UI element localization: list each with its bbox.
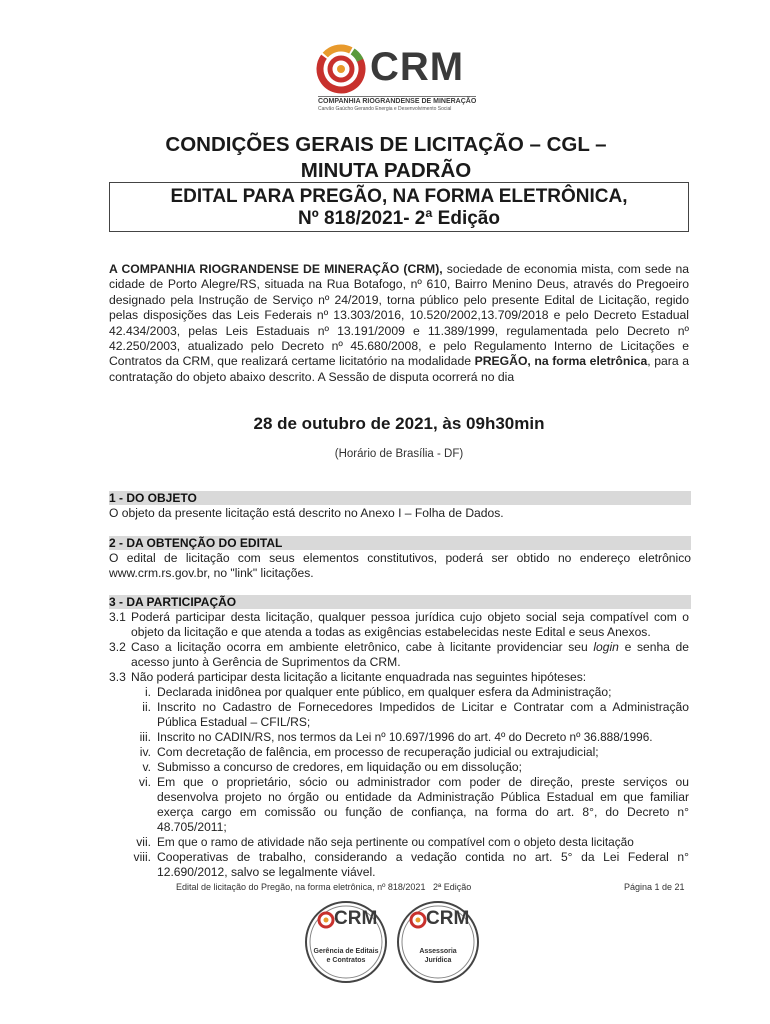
doc-title-line2: MINUTA PADRÃO [300,159,472,182]
seal-gerencia-editais [304,900,388,984]
list-item-iv: Com decretação de falência, em processo de recuperação judicial ou extrajudicial; [157,745,599,759]
crm-emblem-icon [316,44,366,94]
item-3-1-text: Poderá participar desta licitação, qualquer pessoa jurídica cujo objeto social seja compatível com o objeto da licitação e que atenda a todas as exigências estabelecidas neste Edital e seus Anexos. [131,610,689,639]
intro-lead: A COMPANHIA RIOGRANDENSE DE MINERAÇÃO (CRM), [109,262,443,276]
intro-bold: PREGÃO, na forma eletrônica [474,354,648,369]
intro-text1: sociedade de economia mista, com sede na cidade de Porto Alegre/RS, situada na Rua Botafogo, nº 610, Bairro Menino Deus, através do Pregoeiro designado pela Instrução de Serviço nº 24/2019, torna público pelo presente Edital de Licitação, regido pelas disposições das Leis Federais nº 13.303/2016, 10.520/2002,13.709/2018 e pelo Decreto Estadual 42.434/2003, pelas Leis Estaduais nº 13.191/2009 e 11.389/1999, regulamentada pelo Decreto nº 42.250/2003, atualizado pelo Decreto nº 45.680/2008, e pelo Regulamento Interno de Licitações e Contratos da CRM, que realizará certame licitatório na modalidade [109,262,689,369]
logo-wordmark: CRM [370,45,465,89]
list-num-iii: iii. [139,730,151,744]
list-num-vi: vi. [138,775,151,789]
edital-title-box [109,182,689,232]
login-italic: login [593,640,619,654]
list-num-ii: ii. [142,700,151,714]
list-item-ii: Inscrito no Cadastro de Fornecedores Impedidos de Licitar e Contratar com a Administração Pública Estadual – CFIL/RS; [157,700,689,729]
list-num-iv: iv. [139,745,151,759]
list-item-v: Submisso a concurso de credores, em liquidação ou em dissolução; [157,760,523,774]
list-item-viii: Cooperativas de trabalho, considerando a vedação contida no art. 5° da Lei Federal n° 12.690/2012, salvo se legalmente viável. [157,850,689,879]
seal-left-line1: Gerência de Editais [313,948,379,955]
logo-tagline: Carvão Gaúcho Gerando Energia e Desenvolvimento Social [318,106,452,112]
seal-right-word: CRM [426,908,470,929]
edital-title-line1: EDITAL PARA PREGÃO, NA FORMA ELETRÔNICA, [170,186,628,207]
page-number: Página 1 de 21 [624,882,685,892]
item-3-3-text: Não poderá participar desta licitação a licitante enquadrada nas seguintes hipóteses: [131,670,587,684]
footer-left: Edital de licitação do Pregão, na forma eletrônica, nº 818/2021 2ª Edição [176,882,472,892]
item-3-2-text-a: Caso a licitação ocorra em ambiente eletrônico, cabe à licitante providenciar seu [131,640,594,654]
section-1-text: O objeto da presente licitação está descrito no Anexo I – Folha de Dados. [109,506,504,520]
timezone-note: (Horário de Brasília - DF) [334,448,464,460]
list-item-iii: Inscrito no CADIN/RS, nos termos da Lei nº 10.697/1996 do art. 4º do Decreto nº 36.888/1996. [157,730,653,744]
section-3-heading: 3 - DA PARTICIPAÇÃO [109,595,691,609]
logo-company-name: COMPANHIA RIOGRANDENSE DE MINERAÇÃO [318,98,477,105]
list-num-i: i. [144,685,151,699]
doc-title-line1: CONDIÇÕES GERAIS DE LICITAÇÃO – CGL – [165,133,607,156]
item-3-3-num: 3.3 [109,670,126,684]
session-date: 28 de outubro de 2021, às 09h30min [253,414,545,433]
item-3-1-num: 3.1 [109,610,126,624]
seal-left-line2: e Contratos [326,957,366,964]
list-item-i: Declarada inidônea por qualquer ente público, em qualquer esfera da Administração; [157,685,612,699]
seal-right-line1: Assessoria [419,948,457,955]
list-num-v: v. [142,760,151,774]
section-1-heading: 1 - DO OBJETO [109,491,691,505]
item-3-2-text [131,640,689,670]
intro-paragraph [109,262,689,385]
section-2-heading: 2 - DA OBTENÇÃO DO EDITAL [109,536,691,550]
seal-left-word: CRM [334,908,378,929]
seal-assessoria-juridica [396,900,480,984]
list-item-vi: Em que o proprietário, sócio ou administrador com poder de direção, preste serviços ou desenvolva projeto no órgão ou entidade da Administração Pública Estadual em que familiar exerça cargo em comissão ou função de confiança, na forma do art. 8°, do Decreto n° 48.705/2011; [157,775,689,834]
list-num-vii: vii. [136,835,151,849]
intro-text2: , para a contratação do objeto abaixo descrito. A Sessão de disputa ocorrerá no dia [109,354,689,384]
item-3-2-num: 3.2 [109,640,126,654]
edital-title-line2: Nº 818/2021- 2ª Edição [298,208,500,229]
crm-logo [316,40,496,116]
list-num-viii: viii. [133,850,151,864]
seal-right-line2: Jurídica [424,957,452,964]
section-2-text: O edital de licitação com seus elementos constitutivos, poderá ser obtido no endereço eletrônico www.crm.rs.gov.br, no "link" licitações. [109,551,691,580]
list-item-vii: Em que o ramo de atividade não seja pertinente ou compatível com o objeto desta licitação [157,835,634,849]
item-3-2-text-b: e senha de acesso junto à Gerência de Suprimentos da CRM. [131,640,689,669]
